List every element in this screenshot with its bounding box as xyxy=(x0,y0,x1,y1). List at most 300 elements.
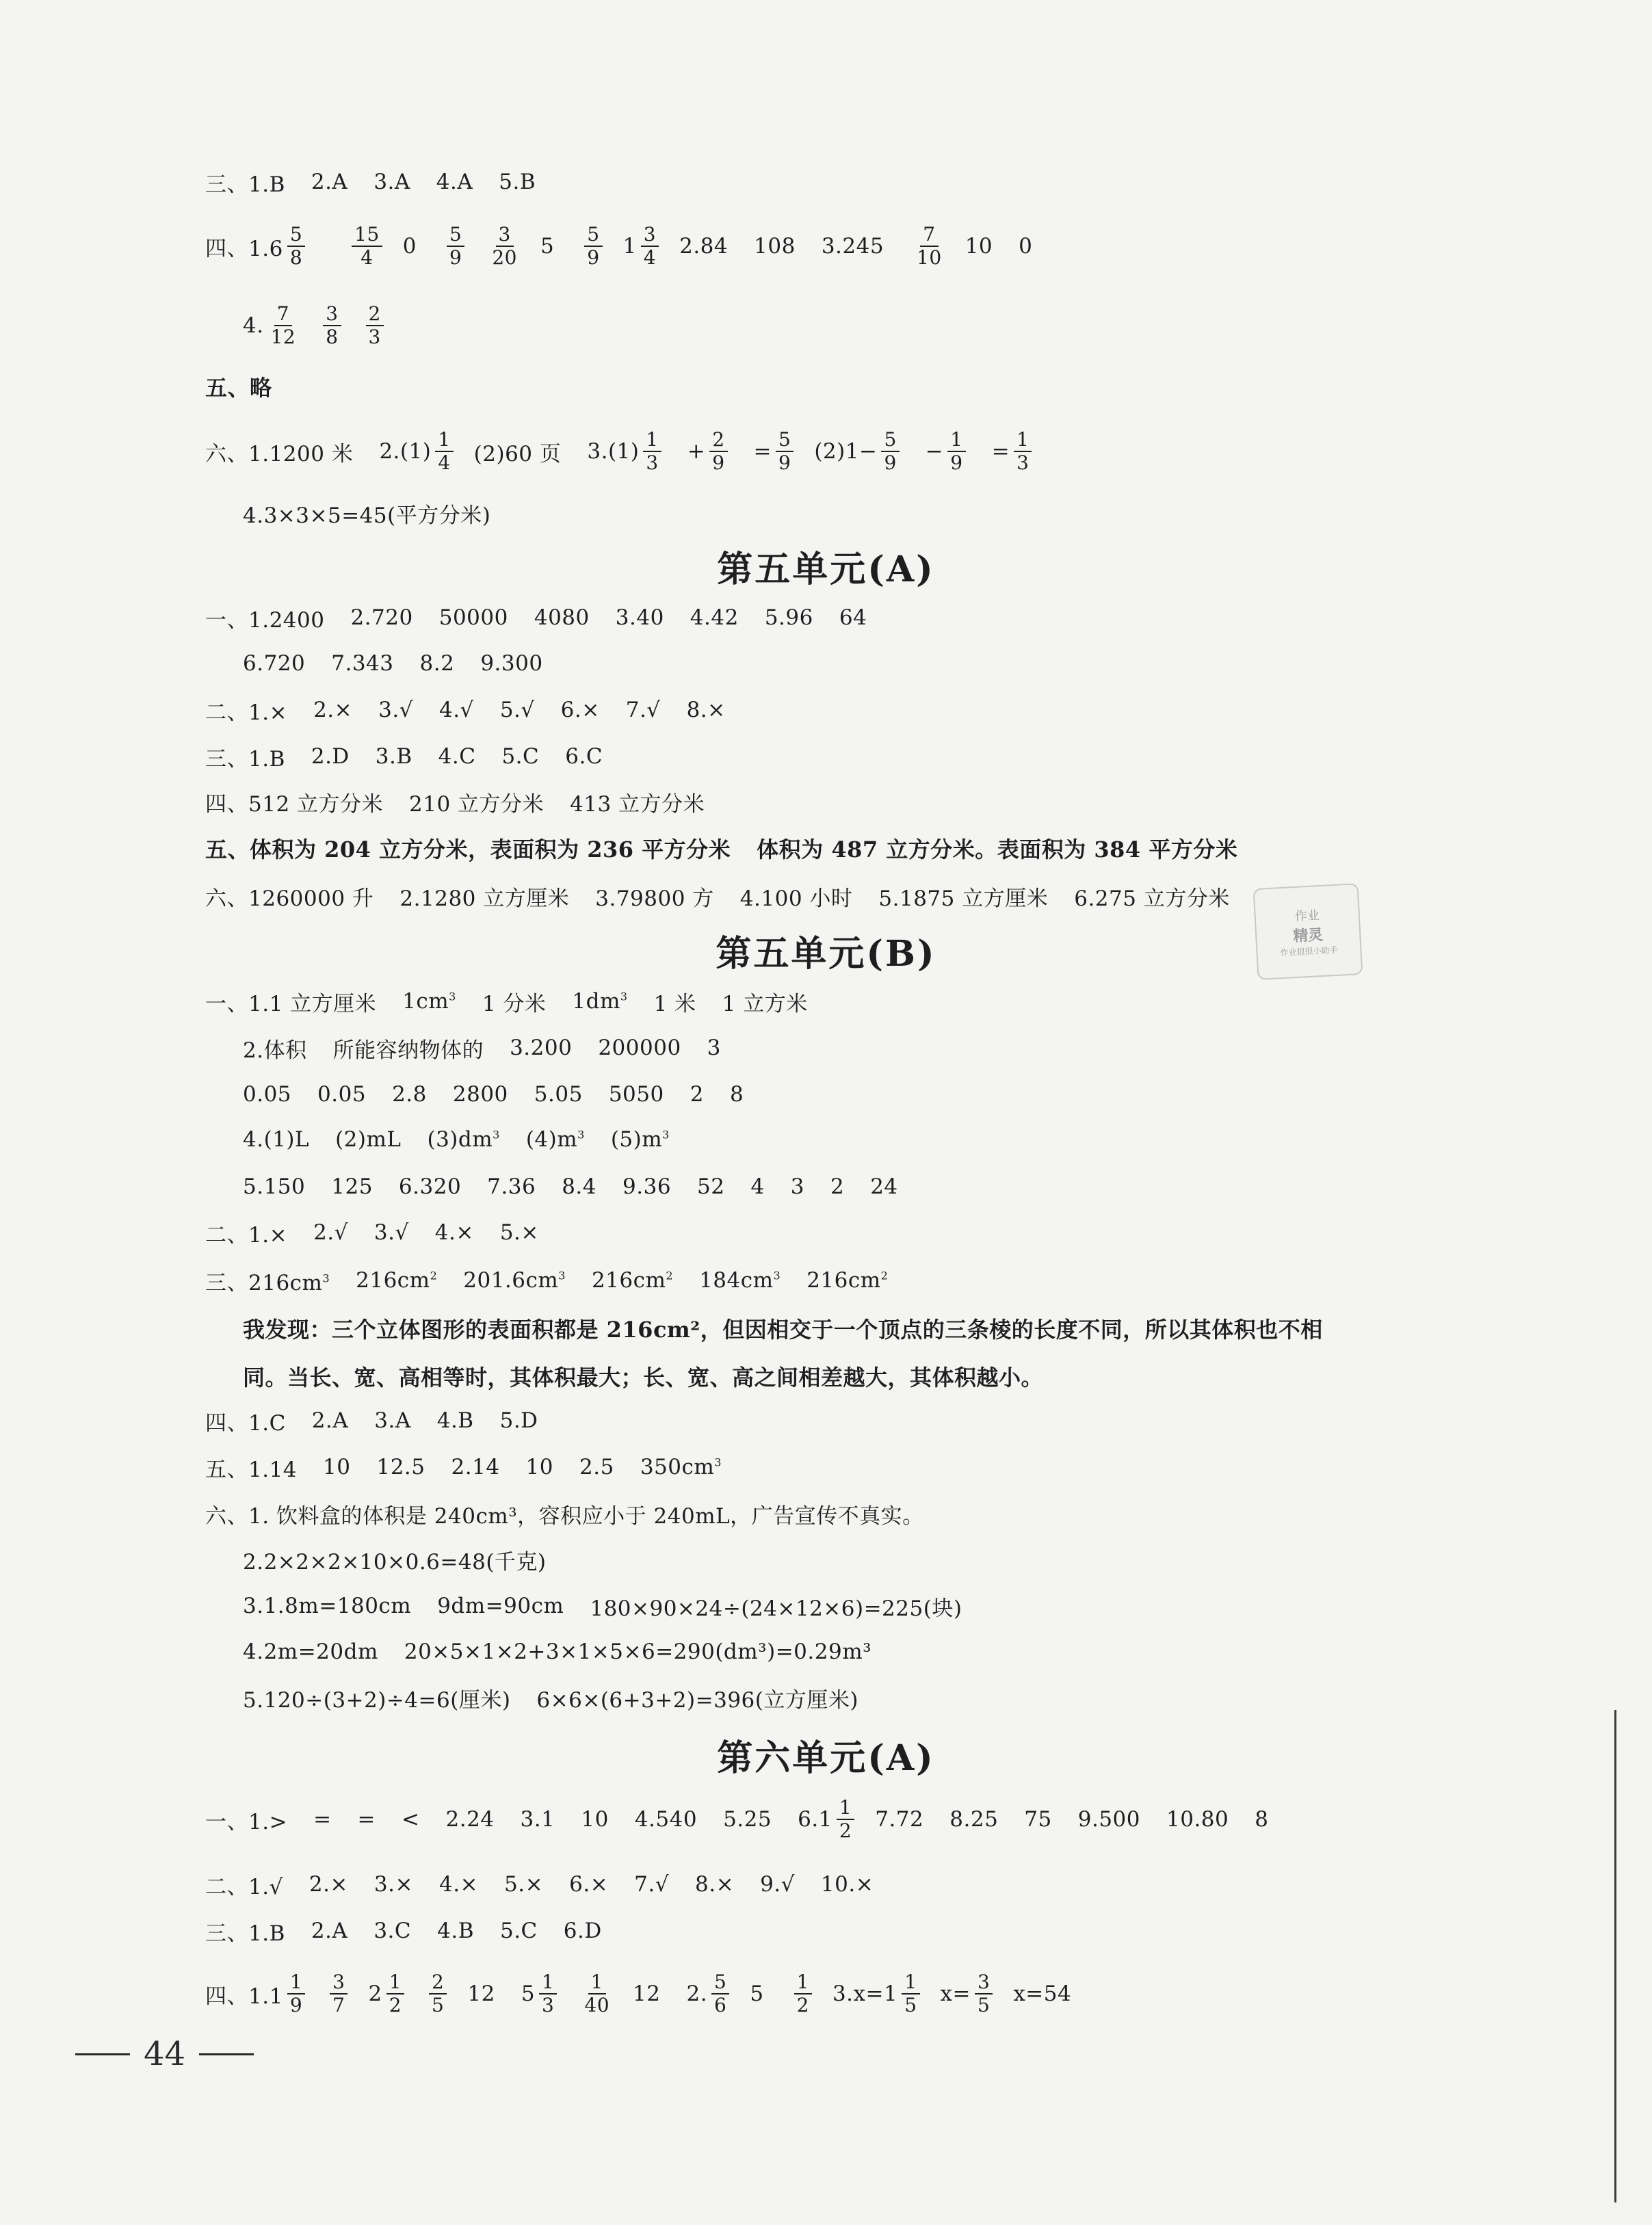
answer-text: 4.B xyxy=(437,1919,474,1943)
answer-text: 20×5×1×2+3×1×5×6=290(dm³)=0.29m³ xyxy=(404,1640,872,1664)
answer-text: 2 xyxy=(389,1994,402,2016)
answer-line xyxy=(243,1539,573,1580)
answer-text: 7.√ xyxy=(625,698,661,722)
answer-text: 2 xyxy=(429,1971,447,1994)
answer-text: 3.245 xyxy=(821,234,884,259)
answer-line xyxy=(243,1677,884,1718)
answer-text: 9 xyxy=(712,451,725,474)
answer-text: 作业 xyxy=(1294,908,1320,924)
fraction xyxy=(711,1971,729,2016)
answer-text: 1 xyxy=(643,429,661,452)
fraction xyxy=(641,224,659,269)
answer-text: 4.2m=20dm xyxy=(243,1640,378,1664)
answer-text: 9.500 xyxy=(1077,1807,1140,1832)
answer-text: 5.C xyxy=(501,744,540,769)
answer-text: 4.A xyxy=(436,170,473,194)
answer-text: 4.100 小时 xyxy=(739,886,853,911)
answer-line: 4.(1)L (2)mL $(3)dm^3$ $(4)m^3$ $(5)m^3$ xyxy=(243,1127,670,1152)
answer-text: 9dm=90cm xyxy=(437,1594,564,1618)
fraction xyxy=(581,1971,612,2016)
answer-text: 4 xyxy=(750,1174,765,1199)
answer-text: 1 xyxy=(837,1797,854,1820)
fraction xyxy=(643,429,661,474)
fraction xyxy=(323,303,341,348)
answer-text: 6.1 xyxy=(798,1807,832,1832)
answer-text: 2.2×2×2×10×0.6=48(千克) xyxy=(243,1549,547,1575)
answer-line xyxy=(243,1356,1069,1397)
answer-text: 8.× xyxy=(695,1872,735,1897)
answer-text: 6.275 立方分米 xyxy=(1074,886,1230,911)
answer-text: 216cm xyxy=(356,1268,430,1293)
answer-text: 一、1.1 立方厘米 xyxy=(205,991,377,1016)
answer-text: 3.200 xyxy=(510,1036,573,1060)
answer-line: 一、1.1 立方厘米 $1cm^3$ 1 分米 $1dm^3$ 1 米 1 立方米 xyxy=(205,981,834,1022)
answer-text: 3 xyxy=(707,1036,721,1060)
answer-text: 1 立方米 xyxy=(722,991,808,1016)
fraction xyxy=(914,224,945,269)
answer-line xyxy=(205,366,298,407)
answer-line xyxy=(205,689,752,730)
answer-text: 10.× xyxy=(820,1872,874,1897)
answer-text: 6.× xyxy=(560,698,600,722)
answer-text: 3.x=1 xyxy=(832,1982,898,2006)
answer-text: 5.× xyxy=(499,1220,539,1245)
answer-text: 体积为 487 立方分米。表面积为 384 平方分米 xyxy=(757,837,1238,863)
answer-text: 5.05 xyxy=(534,1082,583,1107)
answer-text: 5.150 xyxy=(243,1174,306,1199)
answer-text: 1 xyxy=(588,1971,606,1994)
answer-text: 7.√ xyxy=(634,1872,669,1897)
answer-text: 75 xyxy=(1024,1807,1052,1832)
answer-text: (4)m xyxy=(525,1127,578,1152)
answer-text: 3 xyxy=(542,1994,555,2016)
answer-text: 3 xyxy=(368,326,381,348)
answer-text: 6.C xyxy=(565,744,603,769)
answer-text: 2.√ xyxy=(313,1220,348,1245)
fraction xyxy=(268,303,299,348)
fraction xyxy=(975,1971,993,2016)
answer-text: − xyxy=(925,439,944,464)
answer-text: 4.√ xyxy=(438,698,474,722)
fraction xyxy=(776,429,794,474)
answer-text: 4.B xyxy=(436,1408,474,1433)
answer-text: 3.√ xyxy=(373,1220,409,1245)
fraction xyxy=(837,1797,854,1842)
answer-text: = xyxy=(753,439,772,464)
answer-text: 5.96 xyxy=(764,605,813,630)
answer-text: 3.B xyxy=(375,744,412,769)
answer-text: 8 xyxy=(326,326,339,348)
answer-text: 所能容纳物体的 xyxy=(332,1038,484,1063)
answer-line xyxy=(205,875,1256,917)
answer-text: 3.A xyxy=(374,1408,411,1433)
answer-text: 一、1.> xyxy=(205,1809,288,1834)
answer-text: 2.D xyxy=(311,744,350,769)
answer-text: 5.1875 立方厘米 xyxy=(878,886,1049,911)
answer-text: 2 xyxy=(796,1994,809,2016)
answer-text: 10 xyxy=(323,1455,351,1479)
fraction xyxy=(881,429,899,474)
answer-text: (2)60 页 xyxy=(473,441,562,466)
answer-text: 3 xyxy=(646,451,659,474)
answer-text: 201.6cm xyxy=(463,1268,559,1293)
scan-edge-line xyxy=(1614,1710,1616,2202)
answer-text: 3.79800 方 xyxy=(595,886,714,911)
answer-text: 2.84 xyxy=(679,234,729,259)
answer-text: 5 xyxy=(904,1994,917,2016)
answer-line xyxy=(205,597,893,638)
answer-text: 8 xyxy=(1255,1807,1269,1832)
answer-text: 413 立方分米 xyxy=(570,791,705,817)
answer-text: 5.C xyxy=(499,1919,538,1943)
answer-text: 4.(1)L xyxy=(243,1127,310,1152)
answer-text: 7 xyxy=(274,303,292,326)
answer-text: 4 xyxy=(438,451,451,474)
answer-text: 三、1.B xyxy=(205,746,285,772)
answer-text: 五、体积为 204 立方分米，表面积为 236 平方分米 xyxy=(205,837,731,863)
answer-text: 一、1.2400 xyxy=(205,607,325,633)
answer-text: 五、1.14 xyxy=(205,1457,298,1482)
answer-text: 5 xyxy=(750,1982,764,2006)
fraction xyxy=(287,224,305,269)
answer-text: 3.× xyxy=(373,1872,413,1897)
answer-text: 9 xyxy=(884,451,897,474)
answer-text: 64 xyxy=(839,605,867,630)
answer-text: 10 xyxy=(581,1807,609,1832)
answer-text: 5.25 xyxy=(723,1807,772,1832)
answer-text: 3.√ xyxy=(378,698,413,722)
answer-text: 我发现：三个立体图形的表面积都是 216cm²，但因相交于一个顶点的三条棱的长度不同，所以其体积也不相 xyxy=(243,1317,1323,1343)
answer-text: 6.720 xyxy=(243,651,306,676)
answer-text: 216cm xyxy=(591,1268,666,1293)
answer-line xyxy=(243,643,569,684)
answer-text: 1 xyxy=(902,1971,919,1994)
answer-text: 5 xyxy=(540,234,555,259)
answer-text: 1 xyxy=(794,1971,812,1994)
answer-text: 三、216cm xyxy=(205,1270,323,1295)
answer-text: 3 xyxy=(1017,451,1030,474)
answer-text: 5.√ xyxy=(499,698,535,722)
answer-text: 1 xyxy=(539,1971,557,1994)
answer-text: 4.× xyxy=(438,1872,479,1897)
answer-text: = xyxy=(991,439,1010,464)
fraction xyxy=(330,1971,348,2016)
answer-line xyxy=(205,1970,1097,2016)
answer-text: 350cm xyxy=(640,1455,715,1479)
answer-text: 四、1.C xyxy=(205,1410,286,1436)
answer-text: 5.120÷(3+2)÷4=6(厘米) xyxy=(243,1687,511,1713)
answer-text: 216cm xyxy=(807,1268,881,1293)
answer-text: 2.1280 立方厘米 xyxy=(399,886,570,911)
answer-text: 8 xyxy=(289,246,303,269)
answer-text: 2.24 xyxy=(445,1807,495,1832)
answer-text: 1 xyxy=(622,234,637,259)
answer-text: 7 xyxy=(332,1994,345,2016)
answer-line: 三、$216cm^3$ $216cm^2$ $201.6cm^3$ $216cm^2$ $184cm^3$ $216cm^2$ xyxy=(205,1268,889,1295)
answer-text: 2 xyxy=(839,1819,852,1842)
answer-text: 9 xyxy=(778,451,791,474)
answer-line xyxy=(243,1074,770,1115)
answer-line xyxy=(205,1910,628,1951)
answer-text: 5 xyxy=(881,429,899,452)
answer-text: 1 xyxy=(947,429,965,452)
answer-text: (3)dm xyxy=(427,1127,493,1152)
answer-text: x=54 xyxy=(1013,1982,1072,2006)
fraction xyxy=(287,1971,305,2016)
answer-text: = xyxy=(313,1807,332,1832)
answer-text: 2.8 xyxy=(392,1082,427,1107)
answer-text: 6 xyxy=(714,1994,727,2016)
answer-text: 4080 xyxy=(534,605,590,630)
answer-text: 44 xyxy=(144,2035,186,2073)
answer-text: 1cm xyxy=(402,989,449,1014)
answer-text: 7 xyxy=(920,224,938,247)
answer-text: 0 xyxy=(1019,234,1033,259)
answer-line xyxy=(205,1400,564,1441)
answer-text: 五、略 xyxy=(205,375,272,401)
answer-text: 二、1.× xyxy=(205,700,288,725)
answer-text: 9 xyxy=(950,451,963,474)
answer-text: 10 xyxy=(917,246,942,269)
answer-text: 2.× xyxy=(313,698,353,722)
answer-text: 1 xyxy=(435,429,453,452)
answer-text: 5 xyxy=(711,1971,729,1994)
answer-text: 9 xyxy=(449,246,462,269)
answer-text: 5 xyxy=(978,1994,991,2016)
answer-text: 4. xyxy=(243,313,264,338)
fraction xyxy=(447,224,464,269)
answer-text: 作业很很小助手 xyxy=(1280,945,1338,958)
answer-text: 210 立方分米 xyxy=(409,791,545,817)
answer-line xyxy=(243,1631,897,1672)
answer-text: 精灵 xyxy=(1292,925,1324,946)
answer-text: 4.3×3×5=45(平方分米) xyxy=(243,503,491,528)
answer-text: 12 xyxy=(467,1982,495,2006)
answer-text: 8.2 xyxy=(419,651,455,676)
answer-text: 184cm xyxy=(699,1268,774,1293)
fraction xyxy=(584,224,602,269)
answer-text: 40 xyxy=(584,1994,610,2016)
answer-text: 4 xyxy=(643,246,657,269)
answer-text: 5.× xyxy=(504,1872,544,1897)
answer-text: < xyxy=(402,1807,420,1832)
answer-text: 3.C xyxy=(373,1919,412,1943)
answer-text: 3 xyxy=(975,1971,993,1994)
answer-text: 1 xyxy=(1014,429,1032,452)
fraction xyxy=(352,224,382,269)
answer-text: 4.540 xyxy=(634,1807,698,1832)
answer-line: 五、1.14 10 12.5 2.14 10 2.5 $350cm^3$ xyxy=(205,1447,748,1488)
answer-text: 4.42 xyxy=(690,605,739,630)
answer-text: 三、1.B xyxy=(205,1921,285,1946)
answer-text: 2.5 xyxy=(579,1455,614,1479)
answer-text: 5 xyxy=(584,224,602,247)
answer-text: 2.A xyxy=(311,1919,348,1943)
answer-text: 8 xyxy=(729,1082,744,1107)
answer-line xyxy=(205,1864,900,1905)
answer-text: 2.14 xyxy=(451,1455,500,1479)
answer-text: 9.300 xyxy=(480,651,543,676)
answer-text: 6.D xyxy=(563,1919,602,1943)
answer-text: 1 xyxy=(386,1971,404,1994)
fraction xyxy=(386,1971,404,2016)
answer-text: 9.√ xyxy=(760,1872,795,1897)
answer-text: 180×90×24÷(24×12×6)=225(块) xyxy=(590,1596,962,1621)
answer-line xyxy=(205,1493,950,1534)
answer-text: 5 xyxy=(521,1982,536,2006)
answer-text: 二、1.× xyxy=(205,1222,288,1248)
answer-text: 3 xyxy=(330,1971,348,1994)
answer-text: 10 xyxy=(525,1455,553,1479)
answer-text: 20 xyxy=(492,246,517,269)
answer-line xyxy=(205,161,562,202)
answer-line xyxy=(205,427,1058,474)
answer-text: 2.A xyxy=(311,170,348,194)
answer-text: 4.× xyxy=(434,1220,474,1245)
answer-line xyxy=(205,736,629,777)
fraction xyxy=(539,1971,557,2016)
answer-text: 2800 xyxy=(452,1082,508,1107)
answer-line xyxy=(243,1027,747,1068)
answer-text: 12 xyxy=(633,1982,661,2006)
answer-text: 四、512 立方分米 xyxy=(205,791,384,817)
answer-text: 2. xyxy=(686,1982,708,2006)
section-heading: 第五单元(A) xyxy=(717,549,935,590)
answer-text: 2 xyxy=(709,429,727,452)
answer-text: 5 xyxy=(432,1994,445,2016)
answer-line xyxy=(205,222,1058,269)
answer-text: 8.× xyxy=(686,698,726,722)
answer-text: 1 分米 xyxy=(482,991,547,1016)
section-heading: 第五单元(B) xyxy=(716,933,936,975)
answer-text: 2.体积 xyxy=(243,1038,307,1063)
section-heading: 第六单元(A) xyxy=(717,1737,935,1779)
fraction xyxy=(709,429,727,474)
answer-line xyxy=(243,302,410,348)
answer-text: 8.4 xyxy=(562,1174,597,1199)
answer-text: 2 xyxy=(830,1174,845,1199)
answer-text: 六、1.1200 米 xyxy=(205,441,354,466)
answer-text: + xyxy=(687,439,706,464)
answer-text: 同。当长、宽、高相等时，其体积最大；长、宽、高之间相差越大，其体积越小。 xyxy=(243,1365,1044,1391)
page-number xyxy=(62,2035,267,2073)
answer-text: 8.25 xyxy=(949,1807,999,1832)
answer-line xyxy=(243,1166,924,1207)
answer-text: 3.1 xyxy=(520,1807,555,1832)
fraction xyxy=(489,224,520,269)
answer-text: 2.(1) xyxy=(379,439,432,464)
answer-text: 3.(1) xyxy=(587,439,640,464)
answer-text: 50000 xyxy=(438,605,508,630)
answer-text: 9 xyxy=(587,246,600,269)
answer-text: (2)1− xyxy=(814,439,878,464)
answer-text: 6.× xyxy=(569,1872,609,1897)
answer-line xyxy=(205,1212,565,1253)
fraction xyxy=(429,1971,447,2016)
answer-text: 2.720 xyxy=(350,605,413,630)
answer-line xyxy=(243,1585,988,1627)
answer-line xyxy=(205,1795,1294,1842)
answer-text: 2.× xyxy=(309,1872,348,1897)
answer-text: 10 xyxy=(965,234,993,259)
answer-text: 6×6×(6+3+2)=396(立方厘米) xyxy=(536,1687,858,1713)
answer-text: 3.A xyxy=(373,170,410,194)
answer-text: 3.40 xyxy=(615,605,664,630)
answer-text: 1 米 xyxy=(653,991,696,1016)
answer-text: 125 xyxy=(331,1174,373,1199)
answer-text: 三、1.B xyxy=(205,172,285,197)
answer-text: 5 xyxy=(776,429,794,452)
answer-text: 7.72 xyxy=(875,1807,924,1832)
answer-text: 12.5 xyxy=(376,1455,425,1479)
answer-text: 15 xyxy=(352,224,382,247)
answer-text: 0.05 xyxy=(317,1082,367,1107)
answer-text: 10.80 xyxy=(1166,1807,1229,1832)
answer-text: 六、1. 饮料盒的体积是 240cm³，容积应小于 240mL，广告宣传不真实。 xyxy=(205,1503,924,1529)
answer-text: 9.36 xyxy=(622,1174,672,1199)
answer-text: 5 xyxy=(287,224,305,247)
answer-text: 0.05 xyxy=(243,1082,292,1107)
answer-text: (2)mL xyxy=(335,1127,402,1152)
answer-text: 4.C xyxy=(438,744,476,769)
answer-text: 4 xyxy=(360,246,373,269)
answer-text: 6.320 xyxy=(398,1174,462,1199)
answer-text: (5)m xyxy=(610,1127,663,1152)
answer-text: 二、1.√ xyxy=(205,1874,283,1899)
answer-text: 200000 xyxy=(598,1036,681,1060)
answer-line xyxy=(205,781,731,822)
answer-text: 2.A xyxy=(311,1408,349,1433)
fraction xyxy=(366,303,384,348)
answer-text: 7.36 xyxy=(487,1174,536,1199)
answer-text: 12 xyxy=(270,326,296,348)
answer-text: 9 xyxy=(289,1994,303,2016)
answer-line xyxy=(205,828,1263,869)
answer-text: = xyxy=(357,1807,376,1832)
fraction xyxy=(794,1971,812,2016)
answer-text: 六、1260000 升 xyxy=(205,886,374,911)
answer-line xyxy=(243,492,516,534)
answer-text: 1dm xyxy=(572,989,620,1014)
answer-line xyxy=(243,1308,1349,1349)
answer-text: 108 xyxy=(754,234,796,259)
answer-text: 7.343 xyxy=(331,651,394,676)
answer-text: 5.D xyxy=(499,1408,538,1433)
answer-text: 四、1.1 xyxy=(205,1984,283,2009)
answer-text: 3 xyxy=(790,1174,804,1199)
answer-text: 2 xyxy=(368,1982,382,2006)
answer-text: 52 xyxy=(697,1174,725,1199)
fraction xyxy=(902,1971,919,2016)
answer-text: 5.B xyxy=(499,170,536,194)
answer-text: 1 xyxy=(287,1971,305,1994)
answer-text: x= xyxy=(940,1982,971,2006)
answer-text: 3 xyxy=(323,303,341,326)
answer-text: 2 xyxy=(690,1082,704,1107)
answer-text: 3.1.8m=180cm xyxy=(243,1594,412,1618)
answer-text: 24 xyxy=(870,1174,898,1199)
answer-text: 0 xyxy=(402,234,417,259)
fraction xyxy=(1014,429,1032,474)
answer-text: 5 xyxy=(447,224,464,247)
answer-text: 四、1.6 xyxy=(205,236,283,261)
fraction xyxy=(435,429,453,474)
answer-text: 3 xyxy=(496,224,514,247)
fraction xyxy=(947,429,965,474)
answer-text: 2 xyxy=(366,303,384,326)
answer-text: 5050 xyxy=(608,1082,664,1107)
answer-text: 3 xyxy=(641,224,659,247)
